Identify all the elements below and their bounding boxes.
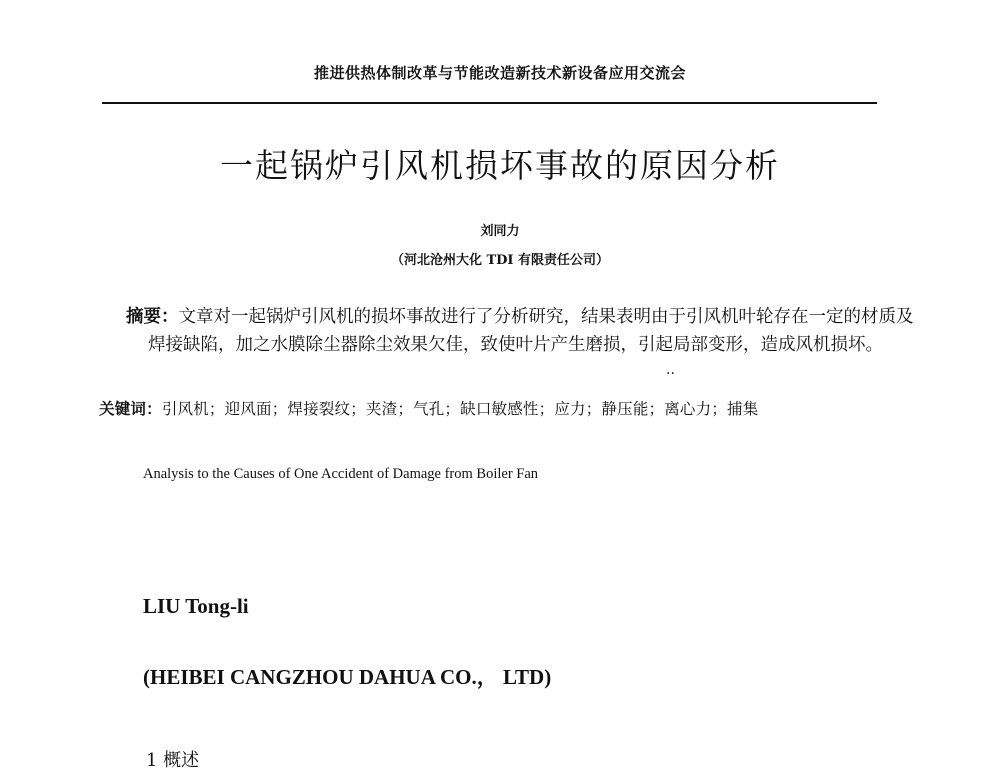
paper-title: 一起锅炉引风机损坏事故的原因分析 [220,146,780,185]
keywords-text: 引风机；迎风面；焊接裂纹；夹渣；气孔；缺口敏感性；应力；静压能；离心力；捕集 [161,400,759,418]
section-heading-cutoff: 1 概述 [146,750,200,771]
keywords [99,397,758,419]
abstract [118,303,918,359]
keywords-label: 关键词： [99,399,162,418]
stray-mark: .. [666,362,675,378]
running-header: 推进供热体制改革与节能改造新技术新设备应用交流会 [313,64,686,82]
abstract-label: 摘要： [126,307,179,327]
author-affiliation: （河北沧州大化 TDI 有限责任公司） [390,253,610,268]
abstract-text: 文章对一起锅炉引风机的损坏事故进行了分析研究，结果表明由于引风机叶轮存在一定的材质及焊接缺陷，加之水膜除尘器除尘效果欠佳，致使叶片产生磨损，引起局部变形，造成风机损坏。 [148,307,914,355]
english-title: Analysis to the Causes of One Accident of Damage from Boiler Fan [143,466,539,482]
header-rule [102,102,877,104]
english-affiliation: (HEIBEI CANGZHOU DAHUA CO.， LTD) [143,665,552,689]
author-name: 刘同力 [480,224,520,239]
english-author: LIU Tong-li [143,594,249,618]
